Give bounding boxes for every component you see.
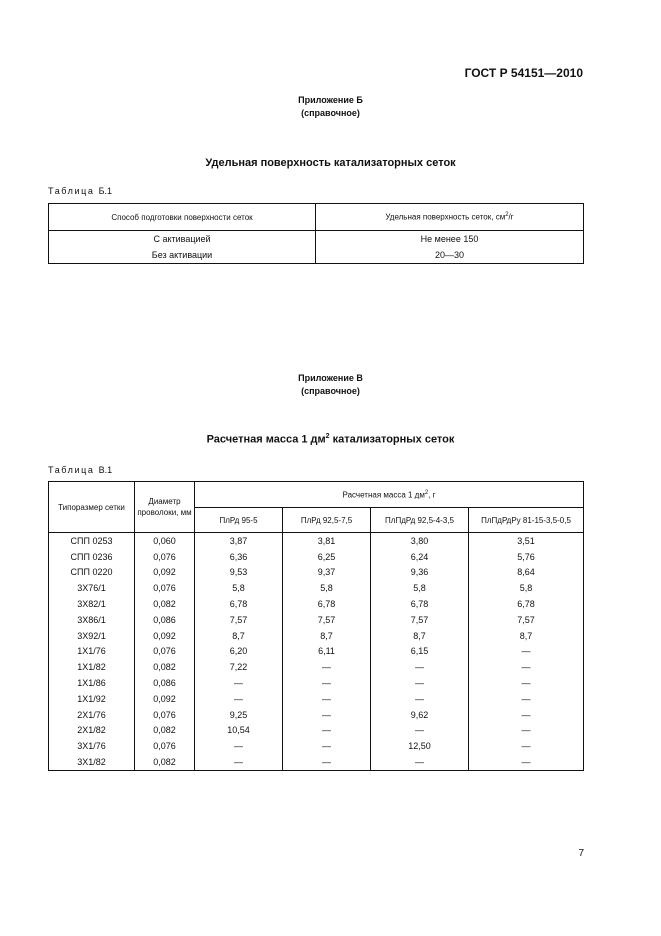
table-cell: 20—30 bbox=[316, 247, 584, 264]
table-cell: 1Х1/86 bbox=[49, 675, 135, 691]
table-cell: 3Х1/82 bbox=[49, 754, 135, 770]
table-cell: 0,086 bbox=[135, 675, 195, 691]
table-v1-header-mass-text: Расчетная масса 1 дм bbox=[342, 490, 425, 500]
annex-v-heading bbox=[0, 433, 661, 446]
table-cell: 0,082 bbox=[135, 596, 195, 612]
table-row bbox=[49, 247, 584, 264]
table-cell: 1Х1/82 bbox=[49, 659, 135, 675]
table-cell: — bbox=[283, 738, 371, 754]
table-cell: 5,8 bbox=[283, 580, 371, 596]
table-cell: 3,81 bbox=[283, 533, 371, 549]
table-cell: 6,78 bbox=[195, 596, 283, 612]
table-cell: 3Х1/76 bbox=[49, 738, 135, 754]
table-row bbox=[49, 533, 584, 549]
table-cell: — bbox=[283, 723, 371, 739]
table-cell: 6,78 bbox=[469, 596, 584, 612]
table-row bbox=[49, 707, 584, 723]
table-cell: 5,8 bbox=[469, 580, 584, 596]
table-cell: 1Х1/76 bbox=[49, 644, 135, 660]
annex-v-heading-text: Расчетная масса 1 дм bbox=[206, 433, 326, 446]
table-cell: 6,24 bbox=[371, 549, 469, 565]
table-cell: 7,57 bbox=[469, 612, 584, 628]
table-cell: — bbox=[371, 659, 469, 675]
table-cell: — bbox=[195, 675, 283, 691]
annex-v-heading-rest: катализаторных сеток bbox=[329, 433, 455, 446]
table-cell: 3,80 bbox=[371, 533, 469, 549]
table-cell: 3Х86/1 bbox=[49, 612, 135, 628]
table-cell: 0,082 bbox=[135, 659, 195, 675]
table-cell: 10,54 bbox=[195, 723, 283, 739]
table-cell: 0,092 bbox=[135, 565, 195, 581]
table-cell: — bbox=[283, 754, 371, 770]
table-cell: 7,57 bbox=[371, 612, 469, 628]
table-cell: 0,092 bbox=[135, 691, 195, 707]
table-cell: 6,78 bbox=[283, 596, 371, 612]
table-row bbox=[49, 580, 584, 596]
table-cell: СПП 0253 bbox=[49, 533, 135, 549]
table-cell: — bbox=[283, 707, 371, 723]
annex-v-title: Приложение В bbox=[298, 373, 363, 383]
table-b1-label-word: Таблица bbox=[48, 186, 95, 196]
table-cell: 3Х82/1 bbox=[49, 596, 135, 612]
table-cell: — bbox=[469, 723, 584, 739]
table-cell: 9,25 bbox=[195, 707, 283, 723]
table-b1 bbox=[48, 203, 584, 264]
table-b1-header-surface-text: Удельная поверхность сеток, см bbox=[385, 212, 506, 222]
table-cell: С активацией bbox=[49, 231, 316, 248]
table-v1-header-mass-unit: , г bbox=[428, 490, 436, 500]
table-v1-header-alloy-1: ПлРд 95-5 bbox=[195, 508, 283, 533]
table-cell: 0,076 bbox=[135, 644, 195, 660]
table-row bbox=[49, 549, 584, 565]
table-cell: 0,076 bbox=[135, 549, 195, 565]
table-b1-number: Б.1 bbox=[98, 186, 113, 196]
table-cell: 0,082 bbox=[135, 723, 195, 739]
table-b1-header-surface-sup: 2 bbox=[505, 212, 509, 219]
table-cell: 5,8 bbox=[195, 580, 283, 596]
table-row bbox=[49, 754, 584, 770]
table-cell: 8,7 bbox=[283, 628, 371, 644]
annex-b-note: (справочное) bbox=[301, 108, 360, 118]
table-b1-header-method: Способ подготовки поверхности сеток bbox=[49, 204, 316, 231]
table-cell: 8,7 bbox=[371, 628, 469, 644]
table-cell: 0,076 bbox=[135, 707, 195, 723]
table-cell: — bbox=[195, 691, 283, 707]
table-cell: — bbox=[371, 723, 469, 739]
table-cell: 2Х1/76 bbox=[49, 707, 135, 723]
table-cell: 8,7 bbox=[469, 628, 584, 644]
table-cell: — bbox=[195, 738, 283, 754]
table-cell: 2Х1/82 bbox=[49, 723, 135, 739]
table-row bbox=[49, 675, 584, 691]
table-cell: 3Х92/1 bbox=[49, 628, 135, 644]
table-row bbox=[49, 565, 584, 581]
table-cell: — bbox=[283, 675, 371, 691]
table-cell: 1Х1/92 bbox=[49, 691, 135, 707]
table-row bbox=[49, 659, 584, 675]
table-cell: — bbox=[371, 691, 469, 707]
table-b1-header-surface-unit: /г bbox=[508, 212, 514, 222]
table-cell: — bbox=[195, 754, 283, 770]
annex-b-title: Приложение Б bbox=[298, 95, 363, 105]
table-v1-body bbox=[49, 533, 584, 771]
table-v1-header-alloy-2: ПлРд 92,5-7,5 bbox=[283, 508, 371, 533]
table-cell: 3,51 bbox=[469, 533, 584, 549]
table-row bbox=[49, 231, 584, 248]
table-cell: — bbox=[283, 659, 371, 675]
annex-v-note: (справочное) bbox=[301, 386, 360, 396]
table-cell: — bbox=[469, 644, 584, 660]
table-row bbox=[49, 596, 584, 612]
annex-v-block bbox=[0, 372, 661, 398]
table-cell: 3,87 bbox=[195, 533, 283, 549]
table-cell: 0,092 bbox=[135, 628, 195, 644]
table-v1-header-diameter: Диаметр проволоки, мм bbox=[135, 482, 195, 533]
table-v1-header-alloy-3: ПлПдРд 92,5-4-3,5 bbox=[371, 508, 469, 533]
table-cell: 9,62 bbox=[371, 707, 469, 723]
table-b1-header-surface bbox=[316, 204, 584, 231]
table-cell: 5,76 bbox=[469, 549, 584, 565]
table-v1-label-word: Таблица bbox=[48, 465, 95, 475]
document-id: ГОСТ Р 54151—2010 bbox=[464, 66, 583, 80]
table-v1-header-size: Типоразмер сетки bbox=[49, 482, 135, 533]
table-cell: 5,8 bbox=[371, 580, 469, 596]
table-cell: 8,7 bbox=[195, 628, 283, 644]
table-cell: 0,076 bbox=[135, 738, 195, 754]
table-cell: 0,076 bbox=[135, 580, 195, 596]
table-v1-label bbox=[48, 465, 112, 475]
table-cell: 0,060 bbox=[135, 533, 195, 549]
table-cell: Без активации bbox=[49, 247, 316, 264]
table-cell: — bbox=[283, 691, 371, 707]
table-cell: 12,50 bbox=[371, 738, 469, 754]
table-cell: 9,36 bbox=[371, 565, 469, 581]
table-cell: СПП 0220 bbox=[49, 565, 135, 581]
table-cell: — bbox=[371, 675, 469, 691]
table-cell: 7,57 bbox=[283, 612, 371, 628]
table-cell: — bbox=[469, 707, 584, 723]
table-cell: 6,15 bbox=[371, 644, 469, 660]
table-v1 bbox=[48, 481, 584, 771]
table-cell: — bbox=[469, 691, 584, 707]
table-cell: 0,086 bbox=[135, 612, 195, 628]
table-row bbox=[49, 644, 584, 660]
table-row bbox=[49, 738, 584, 754]
table-row bbox=[49, 691, 584, 707]
table-cell: СПП 0236 bbox=[49, 549, 135, 565]
table-cell: — bbox=[469, 754, 584, 770]
table-v1-number: В.1 bbox=[98, 465, 113, 475]
table-cell: 6,36 bbox=[195, 549, 283, 565]
table-cell: 6,78 bbox=[371, 596, 469, 612]
table-cell: 3Х76/1 bbox=[49, 580, 135, 596]
annex-v-heading-sup: 2 bbox=[325, 433, 330, 440]
table-cell: 8,64 bbox=[469, 565, 584, 581]
table-v1-header-alloy-4: ПлПдРдРу 81-15-3,5-0,5 bbox=[469, 508, 584, 533]
page-number: 7 bbox=[578, 848, 584, 859]
table-b1-label bbox=[48, 186, 112, 196]
table-cell: 6,11 bbox=[283, 644, 371, 660]
table-row bbox=[49, 612, 584, 628]
annex-b-heading: Удельная поверхность катализаторных сеток bbox=[205, 157, 456, 169]
table-cell: — bbox=[469, 659, 584, 675]
table-cell: 0,082 bbox=[135, 754, 195, 770]
table-cell: 7,57 bbox=[195, 612, 283, 628]
table-cell: — bbox=[371, 754, 469, 770]
table-row bbox=[49, 723, 584, 739]
table-cell: 9,37 bbox=[283, 565, 371, 581]
table-cell: 6,25 bbox=[283, 549, 371, 565]
table-cell: 7,22 bbox=[195, 659, 283, 675]
table-cell: Не менее 150 bbox=[316, 231, 584, 248]
table-cell: 6,20 bbox=[195, 644, 283, 660]
table-cell: — bbox=[469, 675, 584, 691]
table-cell: 9,53 bbox=[195, 565, 283, 581]
table-v1-header-mass bbox=[195, 482, 584, 508]
annex-b-block bbox=[0, 94, 661, 120]
table-v1-header-mass-sup: 2 bbox=[424, 490, 429, 497]
table-cell: — bbox=[469, 738, 584, 754]
table-row bbox=[49, 628, 584, 644]
